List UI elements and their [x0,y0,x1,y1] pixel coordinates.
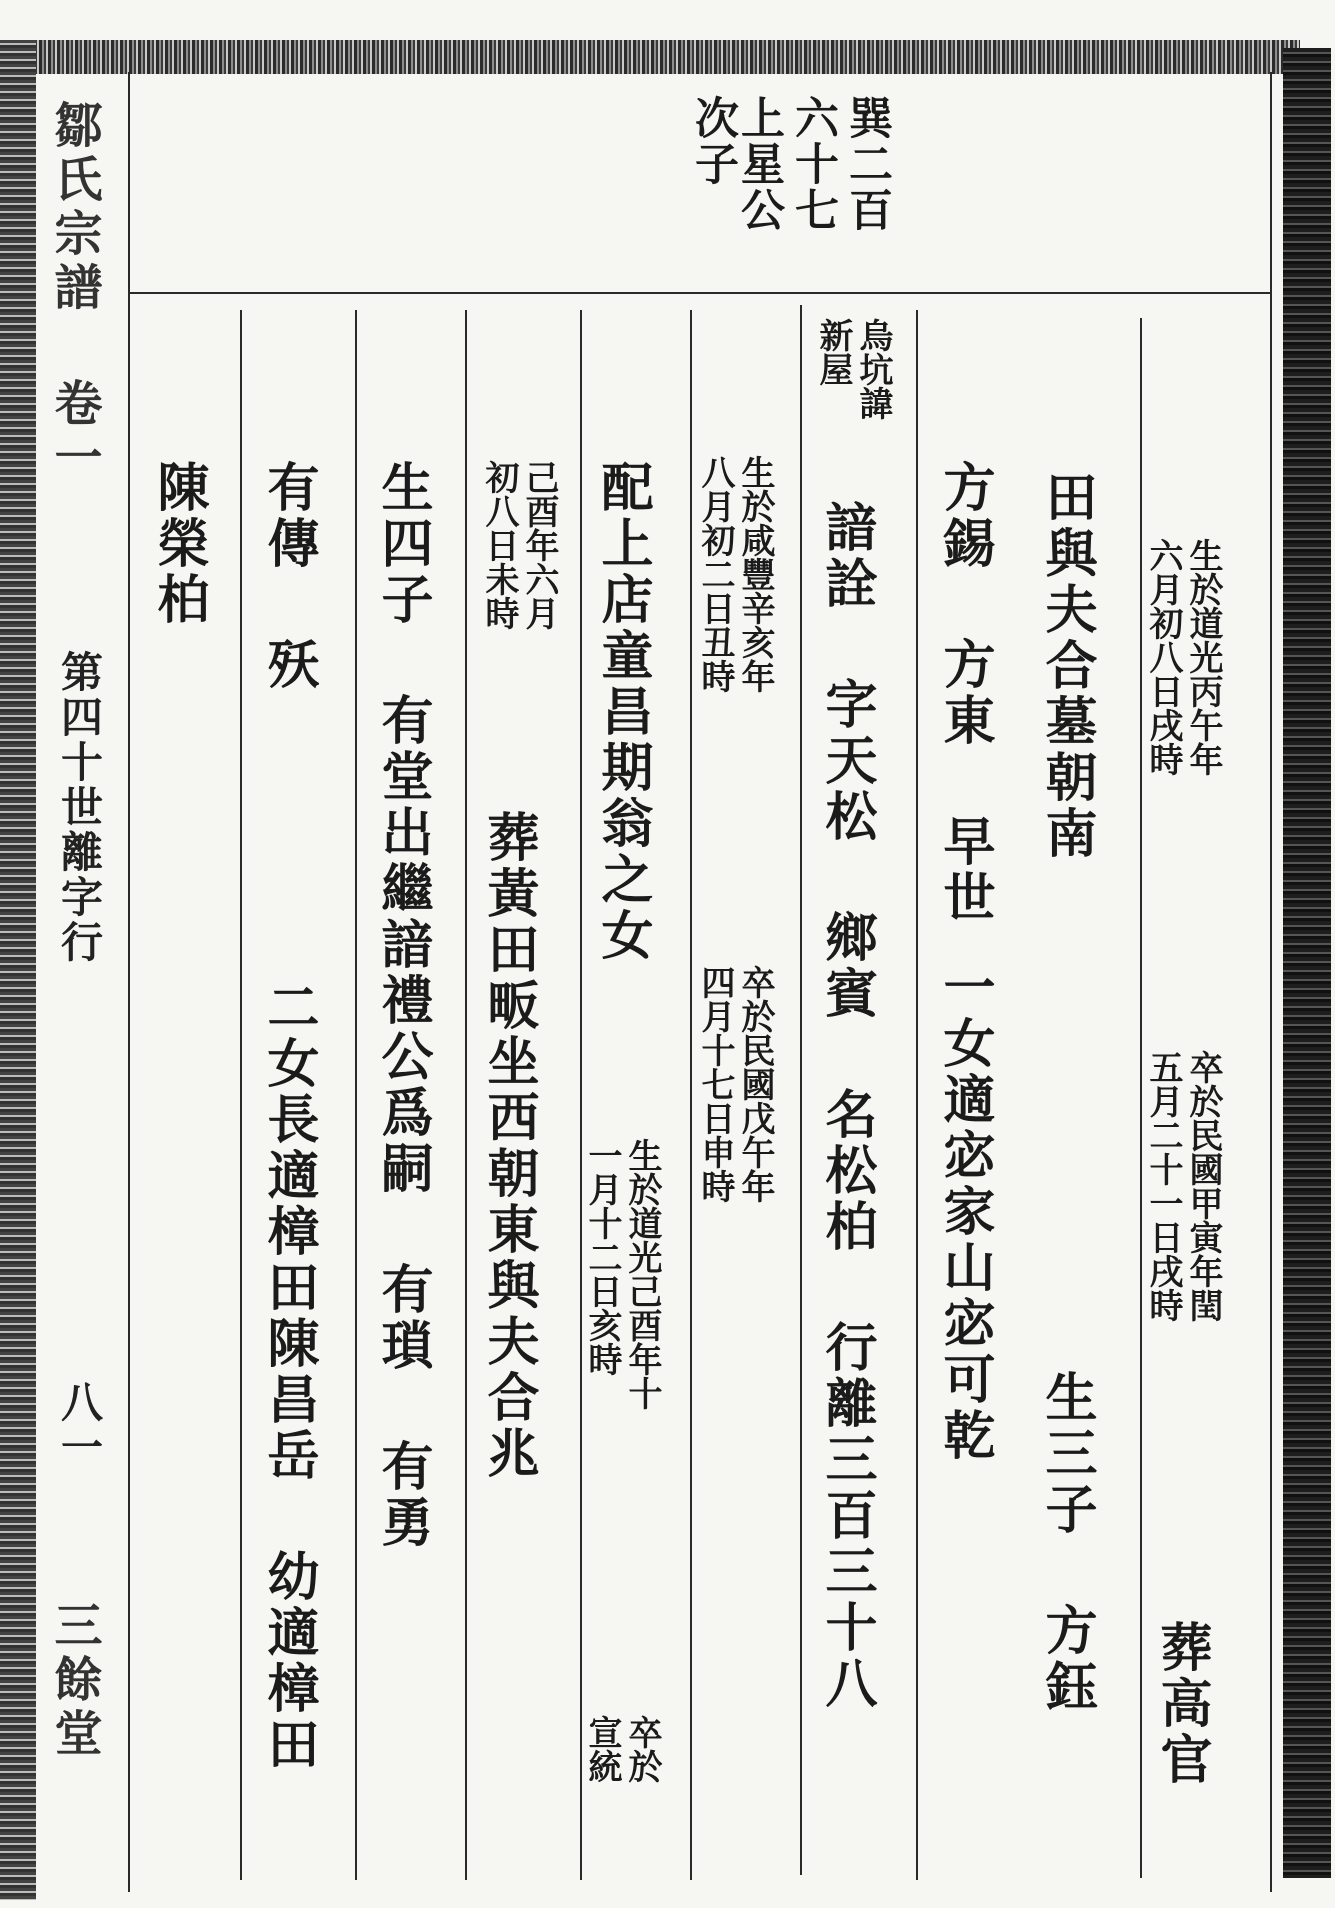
column-divider [1140,318,1142,1878]
entry-text: 卒於民國戊午年 [735,965,775,1203]
column-divider [580,310,582,1880]
entry-text: 方錫 方東 早世 [934,460,995,926]
page-number: 八一 [55,1380,104,1470]
entry-text: 陳榮柏 [148,460,209,628]
entry-text: 生於道光丙午年 [1183,538,1223,776]
header-line: 次子 [687,95,738,187]
entry-text: 生三子 方鈺 [1036,1370,1097,1715]
column-divider [465,310,467,1880]
column-divider [916,310,918,1880]
entry-text: 烏坑諱 [853,318,893,420]
entry-text: 卒於民國甲寅年閏 [1183,1050,1223,1322]
entry-text: 配上店童昌期翁之女 [592,460,653,964]
header-line: 巽二百 [841,95,892,233]
page-border-left [0,40,36,1900]
entry-text: 生四子 有堂出繼諳禮公爲嗣 有瑣 有勇 [372,460,433,1551]
column-divider [355,310,357,1880]
hall-name: 三餘堂 [46,1600,102,1762]
header-line: 上星公 [733,95,784,233]
frame-right-line [1270,72,1272,1892]
entry-text: 八月初二日丑時 [695,455,735,693]
book-title: 鄒氏宗譜 卷一 [46,100,102,486]
column-divider [240,310,242,1880]
entry-text: 諳詮 字天松 鄉賓 名松柏 行離三百三十八 [816,500,877,1712]
page-border-top [30,40,1300,74]
section-label: 第四十世離字行 [55,650,104,965]
entry-text: 六月初八日戌時 [1143,538,1183,776]
entry-text: 生於咸豐辛亥年 [735,455,775,693]
entry-text: 一女適宓家山宓可乾 [934,960,995,1464]
column-divider [690,310,692,1880]
margin-divider [128,72,130,1892]
entry-text: 五月二十一日戌時 [1143,1050,1183,1322]
entry-text: 田與夫合墓朝南 [1036,470,1097,862]
header-divider [128,292,1270,294]
entry-text: 新屋 [813,318,853,386]
entry-text: 卒於 [622,1715,662,1783]
header-line: 六十七 [787,95,838,233]
entry-text: 一月十二日亥時 [582,1138,622,1376]
column-divider [800,305,802,1875]
entry-text: 二女長適樟田陳昌岳 幼適樟田 [258,980,319,1773]
entry-text: 己酉年六月 [519,460,559,630]
entry-text: 宣統 [582,1715,622,1783]
entry-text: 葬高官 [1151,1620,1212,1788]
entry-text: 初八日未時 [479,460,519,630]
page-border-right [1283,48,1331,1878]
entry-text: 生於道光己酉年十 [622,1138,662,1410]
entry-text: 四月十七日申時 [695,965,735,1203]
entry-text: 有傳 殀 [258,460,319,693]
entry-text: 葬黃田畈坐西朝東與夫合兆 [478,810,539,1482]
